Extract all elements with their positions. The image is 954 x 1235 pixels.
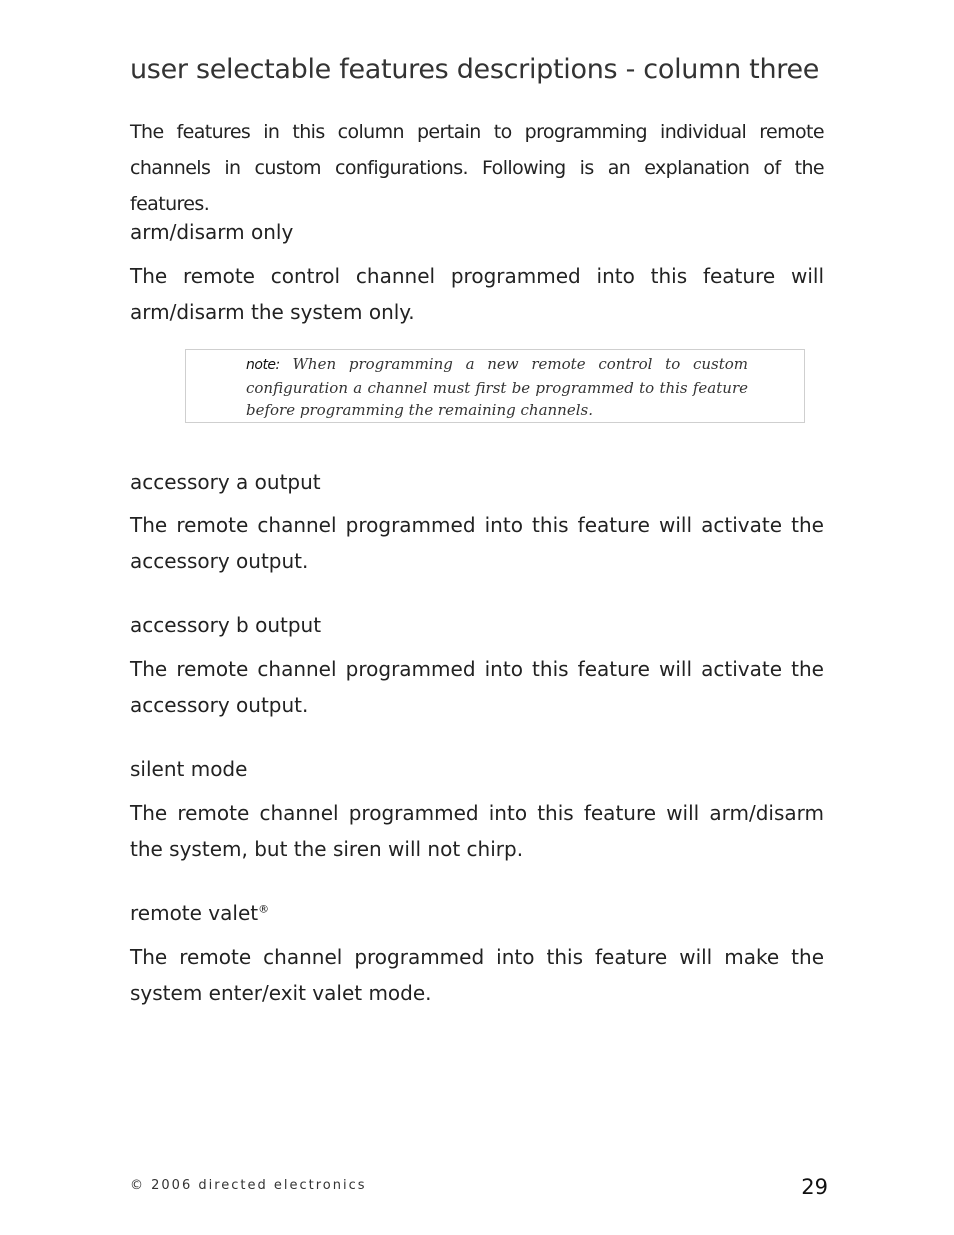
- note-text: When programming a new remote control to custom configuration a channel must first be programmed to this feature before programming the remaining channels.: [246, 355, 748, 419]
- note-paragraph: [246, 353, 748, 422]
- page-number: 29: [801, 1175, 828, 1199]
- remote-valet-heading-text: remote valet: [130, 901, 259, 925]
- page-title: user selectable features descriptions - column three: [130, 54, 820, 85]
- section-heading-accessory-a-output: accessory a output: [130, 470, 321, 494]
- section-body-remote-valet: The remote channel programmed into this feature will make the system enter/exit valet mode.: [130, 945, 824, 1005]
- intro-paragraph: The features in this column pertain to programming individual remote channels in custom configurations. Following is an explanation of the features.: [130, 121, 824, 215]
- section-body-accessory-a-output: The remote channel programmed into this feature will activate the accessory output.: [130, 513, 824, 573]
- section-body-accessory-b-output: The remote channel programmed into this feature will activate the accessory output.: [130, 657, 824, 717]
- section-heading-silent-mode: silent mode: [130, 757, 248, 781]
- section-heading-accessory-b-output: accessory b output: [130, 613, 322, 637]
- note-box: [185, 349, 805, 423]
- note-label: note:: [246, 357, 280, 373]
- section-heading-arm-disarm-only: arm/disarm only: [130, 220, 294, 244]
- section-body-silent-mode: The remote channel programmed into this feature will arm/disarm the system, but the siren will not chirp.: [130, 801, 824, 861]
- section-heading-remote-valet: [130, 900, 269, 926]
- section-body-arm-disarm-only: The remote control channel programmed into this feature will arm/disarm the system only.: [130, 264, 824, 324]
- footer-copyright: © 2006 directed electronics: [130, 1178, 367, 1193]
- registered-mark: ®: [258, 902, 270, 916]
